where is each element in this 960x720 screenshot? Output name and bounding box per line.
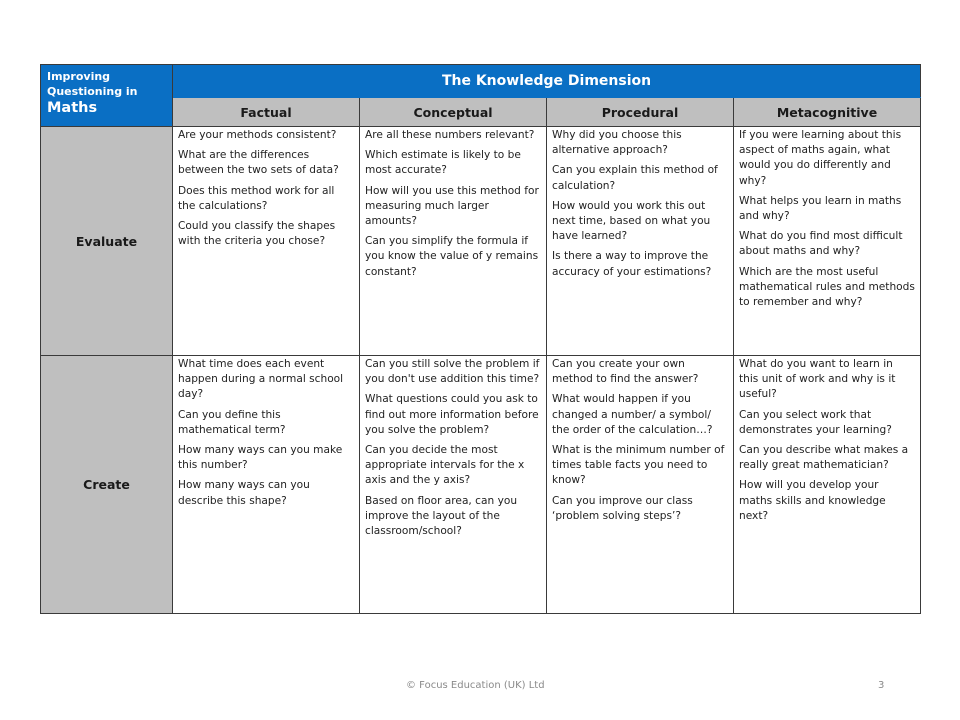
question: How will you develop your maths skills and knowledge next? [739,479,886,522]
question: Why did you choose this alternative approach? [552,129,682,157]
question: What do you find most difficult about maths and why? [739,230,903,258]
question: Could you classify the shapes with the criteria you chose? [178,220,336,248]
question: What are the differences between the two sets of data? [178,149,339,177]
question: Can you describe what makes a really great mathematician? [739,444,909,472]
column-header-procedural: Procedural [547,98,734,127]
cell-create-procedural [547,356,734,614]
question: Can you define this mathematical term? [178,408,286,436]
question: How will you use this method for measuring much larger amounts? [365,184,539,228]
row-header-evaluate: Evaluate [41,127,173,356]
question: What time does each event happen during a normal school day? [178,358,344,401]
copyright-notice: © Focus Education (UK) Ltd [406,680,545,691]
cell-create-metacognitive [734,356,921,614]
question: If you were learning about this aspect of maths again, what would you do differently and why? [739,129,902,187]
question: Are your methods consistent? [178,129,337,141]
question: How would you work this out next time, based on what you have learned? [552,199,711,243]
table-title-cell [41,65,173,127]
questioning-table [40,64,921,614]
question: Can you simplify the formula if you know the value of y remains constant? [365,235,539,278]
question: How many ways can you make this number? [178,444,343,472]
question: What is the minimum number of times table facts you need to know? [552,444,725,487]
knowledge-dimension-header: The Knowledge Dimension [173,65,921,98]
question: Does this method work for all the calculations? [178,184,335,212]
column-header-conceptual: Conceptual [360,98,547,127]
column-header-metacognitive: Metacognitive [734,98,921,127]
question: Can you decide the most appropriate intervals for the x axis and the y axis? [365,444,525,487]
table-row-evaluate [41,127,921,356]
question: What would happen if you changed a number/ a symbol/ the order of the calculation…? [552,393,713,436]
question: What questions could you ask to find out more information before you solve the problem? [365,393,539,436]
table-row-create [41,356,921,614]
row-header-create: Create [41,356,173,614]
question: Are all these numbers relevant? [365,129,535,141]
question: Which estimate is likely to be most accurate? [365,149,521,177]
question: Which are the most useful mathematical rules and methods to remember and why? [739,265,915,309]
cell-evaluate-metacognitive [734,127,921,356]
cell-evaluate-factual [173,127,360,356]
table-title-subject: Maths [47,100,98,116]
question: Is there a way to improve the accuracy of your estimations? [552,250,712,278]
cell-evaluate-procedural [547,127,734,356]
question: Can you improve our class ‘problem solving steps’? [552,494,693,522]
question: Based on floor area, can you improve the layout of the classroom/school? [365,494,518,538]
question: How many ways can you describe this shape? [178,479,310,507]
question: What do you want to learn in this unit of work and why is it useful? [739,358,896,401]
question: What helps you learn in maths and why? [739,194,902,223]
question: Can you explain this method of calculation? [552,164,718,192]
question: Can you create your own method to find the answer? [552,358,699,386]
question: Can you select work that demonstrates your learning? [739,408,892,436]
cell-create-conceptual [360,356,547,614]
column-header-factual: Factual [173,98,360,127]
cell-evaluate-conceptual [360,127,547,356]
question: Can you still solve the problem if you don't use addition this time? [365,358,540,386]
cell-create-factual [173,356,360,614]
table-title-line1: Improving Questioning in [47,70,138,98]
page-number: 3 [878,680,885,691]
